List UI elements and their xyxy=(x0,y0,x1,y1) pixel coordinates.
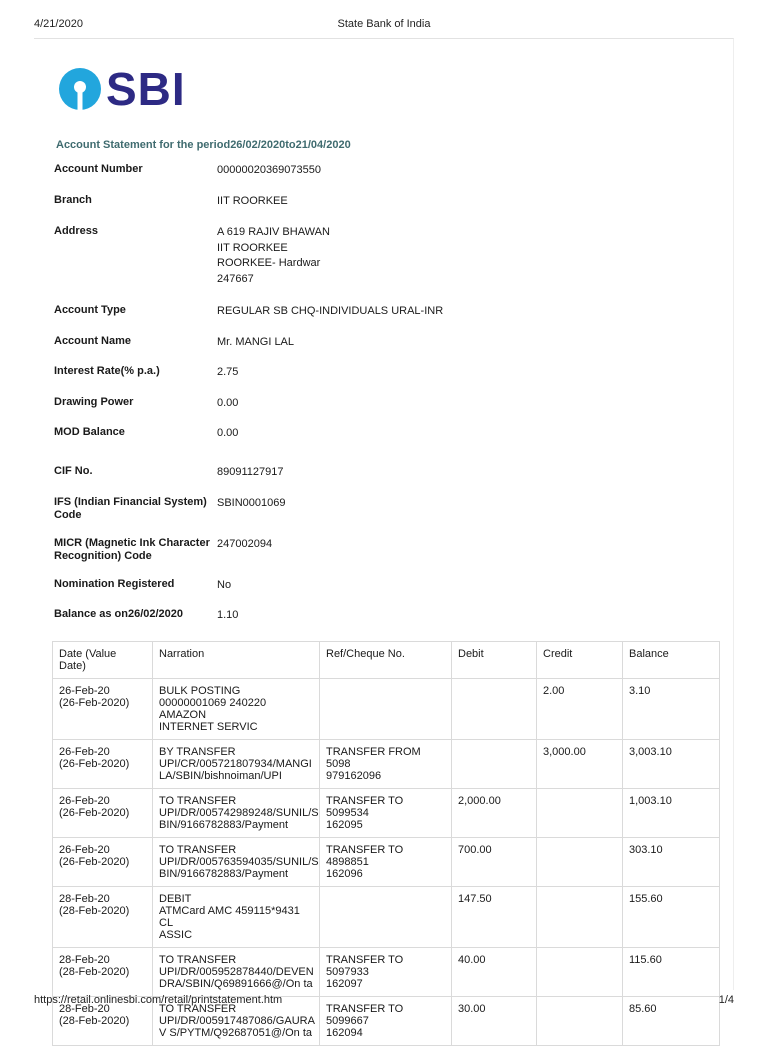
info-label: MOD Balance xyxy=(54,426,125,438)
cell-credit: 2.00 xyxy=(537,679,623,740)
cell-debit: 2,000.00 xyxy=(452,789,537,838)
cell-line: (28-Feb-2020) xyxy=(59,905,130,917)
statement-period xyxy=(56,139,351,151)
column-header-date: Date (Value Date) xyxy=(53,642,153,679)
cell-line: 26-Feb-20 xyxy=(59,685,110,697)
cell-line: UPI/DR/005763594035/SUNIL/S xyxy=(159,856,319,868)
table-row xyxy=(53,740,720,789)
cell-line: UPI/CR/005721807934/MANGI xyxy=(159,758,312,770)
cell-line: UPI/DR/005742989248/SUNIL/S xyxy=(159,807,319,819)
cell-credit xyxy=(537,887,623,948)
cell-line: TRANSFER TO 5099667 xyxy=(326,1003,404,1027)
cell-date xyxy=(53,838,153,887)
info-value: 00000020369073550 xyxy=(217,164,322,176)
info-value: 1.10 xyxy=(217,609,239,621)
cell-credit xyxy=(537,838,623,887)
cell-date xyxy=(53,679,153,740)
cell-line: BIN/9166782883/Payment xyxy=(159,868,289,880)
cell-date xyxy=(53,740,153,789)
table-row xyxy=(53,838,720,887)
cell-line: 26-Feb-20 xyxy=(59,844,110,856)
cell-narration xyxy=(153,679,320,740)
info-value: No xyxy=(217,579,232,591)
cell-debit: 40.00 xyxy=(452,948,537,997)
cell-line: TO TRANSFER xyxy=(159,844,237,856)
cell-balance: 3.10 xyxy=(623,679,720,740)
cell-balance: 155.60 xyxy=(623,887,720,948)
column-header-ref: Ref/Cheque No. xyxy=(320,642,452,679)
cell-narration xyxy=(153,740,320,789)
info-label: Balance as on26/02/2020 xyxy=(54,608,184,620)
print-date: 4/21/2020 xyxy=(34,18,83,30)
print-title: State Bank of India xyxy=(337,18,431,30)
transactions-body xyxy=(53,679,720,1046)
cell-line: (28-Feb-2020) xyxy=(59,966,130,978)
cell-line: UPI/DR/005917487086/GAURA xyxy=(159,1015,315,1027)
cell-line: 28-Feb-20 xyxy=(59,1003,110,1015)
info-label: Branch xyxy=(54,194,92,206)
cell-debit xyxy=(452,679,537,740)
cell-line: TRANSFER FROM 5098 xyxy=(326,746,421,770)
cell-line: TRANSFER TO 5097933 xyxy=(326,954,404,978)
cell-credit xyxy=(537,789,623,838)
info-label: Nomination Registered xyxy=(54,578,175,590)
cell-narration xyxy=(153,789,320,838)
cell-credit xyxy=(537,948,623,997)
cell-debit: 30.00 xyxy=(452,997,537,1046)
cell-line: LA/SBIN/bishnoiman/UPI xyxy=(159,770,282,782)
cell-ref xyxy=(320,948,452,997)
cell-line: ATMCard AMC 459115*9431 CL xyxy=(159,905,300,929)
address-line: 247667 xyxy=(217,272,254,285)
cell-line: (28-Feb-2020) xyxy=(59,1015,130,1027)
cell-credit xyxy=(537,997,623,1046)
cell-line: V S/PYTM/Q92687051@/On ta xyxy=(159,1027,313,1039)
table-row xyxy=(53,887,720,948)
cell-line: DRA/SBIN/Q69891666@/On ta xyxy=(159,978,313,990)
print-page-number: 1/4 xyxy=(718,994,734,1006)
info-label: Account Number xyxy=(54,163,143,175)
cell-line: 979162096 xyxy=(326,770,382,782)
info-label: CIF No. xyxy=(54,465,93,477)
info-value: 2.75 xyxy=(217,366,239,378)
cell-line: TO TRANSFER xyxy=(159,954,237,966)
transactions-table xyxy=(52,641,720,1046)
info-value: 89091127917 xyxy=(217,466,284,478)
info-label: MICR (Magnetic Ink Character Recognition) Code xyxy=(54,537,210,562)
cell-date xyxy=(53,789,153,838)
cell-credit: 3,000.00 xyxy=(537,740,623,789)
cell-line: DEBIT xyxy=(159,893,192,905)
cell-ref xyxy=(320,838,452,887)
table-row xyxy=(53,789,720,838)
cell-line: TO TRANSFER xyxy=(159,1003,237,1015)
column-header-debit: Debit xyxy=(452,642,537,679)
cell-line: 28-Feb-20 xyxy=(59,893,110,905)
cell-line: (26-Feb-2020) xyxy=(59,697,130,709)
cell-balance: 3,003.10 xyxy=(623,740,720,789)
cell-line: 00000001069 240220 AMAZON xyxy=(159,697,267,721)
cell-debit: 147.50 xyxy=(452,887,537,948)
cell-line: 162094 xyxy=(326,1027,363,1039)
address-line: A 619 RAJIV BHAWAN xyxy=(217,226,330,238)
address-line: ROORKEE- Hardwar xyxy=(217,257,321,269)
print-url: https://retail.onlinesbi.com/retail/printstatement.htm xyxy=(34,994,283,1006)
info-label: Drawing Power xyxy=(54,396,134,408)
cell-ref xyxy=(320,789,452,838)
cell-debit: 700.00 xyxy=(452,838,537,887)
cell-date xyxy=(53,887,153,948)
info-value: 247002094 xyxy=(217,538,273,550)
cell-line: 26-Feb-20 xyxy=(59,795,110,807)
cell-balance: 85.60 xyxy=(623,997,720,1046)
sbi-emblem-icon xyxy=(58,67,102,111)
info-label: Address xyxy=(54,225,99,237)
cell-line: TRANSFER TO 4898851 xyxy=(326,844,404,868)
cell-line: 28-Feb-20 xyxy=(59,954,110,966)
info-label: Account Type xyxy=(54,304,126,316)
info-label: Account Name xyxy=(54,335,132,347)
period-prefix: Account Statement for the period xyxy=(56,139,231,151)
cell-balance: 303.10 xyxy=(623,838,720,887)
address-line: IIT ROORKEE xyxy=(217,241,288,254)
cell-line: 162096 xyxy=(326,868,363,880)
column-header-credit: Credit xyxy=(537,642,623,679)
cell-line: ASSIC xyxy=(159,929,193,941)
cell-ref xyxy=(320,740,452,789)
cell-date xyxy=(53,948,153,997)
cell-balance: 1,003.10 xyxy=(623,789,720,838)
sbi-logo xyxy=(58,63,186,115)
cell-line: UPI/DR/005952878440/DEVEN xyxy=(159,966,314,978)
cell-line: BULK POSTING xyxy=(159,685,241,697)
cell-balance: 115.60 xyxy=(623,948,720,997)
cell-line: (26-Feb-2020) xyxy=(59,758,130,770)
info-value-address xyxy=(217,225,697,287)
cell-line: TO TRANSFER xyxy=(159,795,237,807)
info-value: 0.00 xyxy=(217,397,239,409)
cell-narration xyxy=(153,887,320,948)
info-value: IIT ROORKEE xyxy=(217,195,288,207)
cell-debit xyxy=(452,740,537,789)
cell-ref xyxy=(320,887,452,948)
table-row xyxy=(53,948,720,997)
cell-line: (26-Feb-2020) xyxy=(59,807,130,819)
info-value: REGULAR SB CHQ-INDIVIDUALS URAL-INR xyxy=(217,305,444,317)
cell-line: (26-Feb-2020) xyxy=(59,856,130,868)
logo-text: SBI xyxy=(106,63,186,115)
cell-line: 162097 xyxy=(326,978,363,990)
cell-line: 26-Feb-20 xyxy=(59,746,110,758)
cell-narration xyxy=(153,838,320,887)
period-from: 26/02/2020 xyxy=(230,139,286,151)
info-label: Interest Rate(% p.a.) xyxy=(54,365,160,377)
info-value: 0.00 xyxy=(217,427,239,439)
column-header-balance: Balance xyxy=(623,642,720,679)
column-header-narration: Narration xyxy=(153,642,320,679)
cell-ref xyxy=(320,679,452,740)
cell-ref xyxy=(320,997,452,1046)
info-value: SBIN0001069 xyxy=(217,497,286,509)
cell-line: INTERNET SERVIC xyxy=(159,721,258,733)
table-row xyxy=(53,679,720,740)
period-to-word: to xyxy=(285,139,296,151)
table-header-row xyxy=(53,642,720,679)
cell-line: BIN/9166782883/Payment xyxy=(159,819,289,831)
period-to: 21/04/2020 xyxy=(295,139,351,151)
cell-line: TRANSFER TO 5099534 xyxy=(326,795,404,819)
cell-line: 162095 xyxy=(326,819,363,831)
cell-narration xyxy=(153,948,320,997)
info-value: Mr. MANGI LAL xyxy=(217,336,295,348)
cell-line: BY TRANSFER xyxy=(159,746,236,758)
info-label: IFS (Indian Financial System) Code xyxy=(54,496,207,521)
